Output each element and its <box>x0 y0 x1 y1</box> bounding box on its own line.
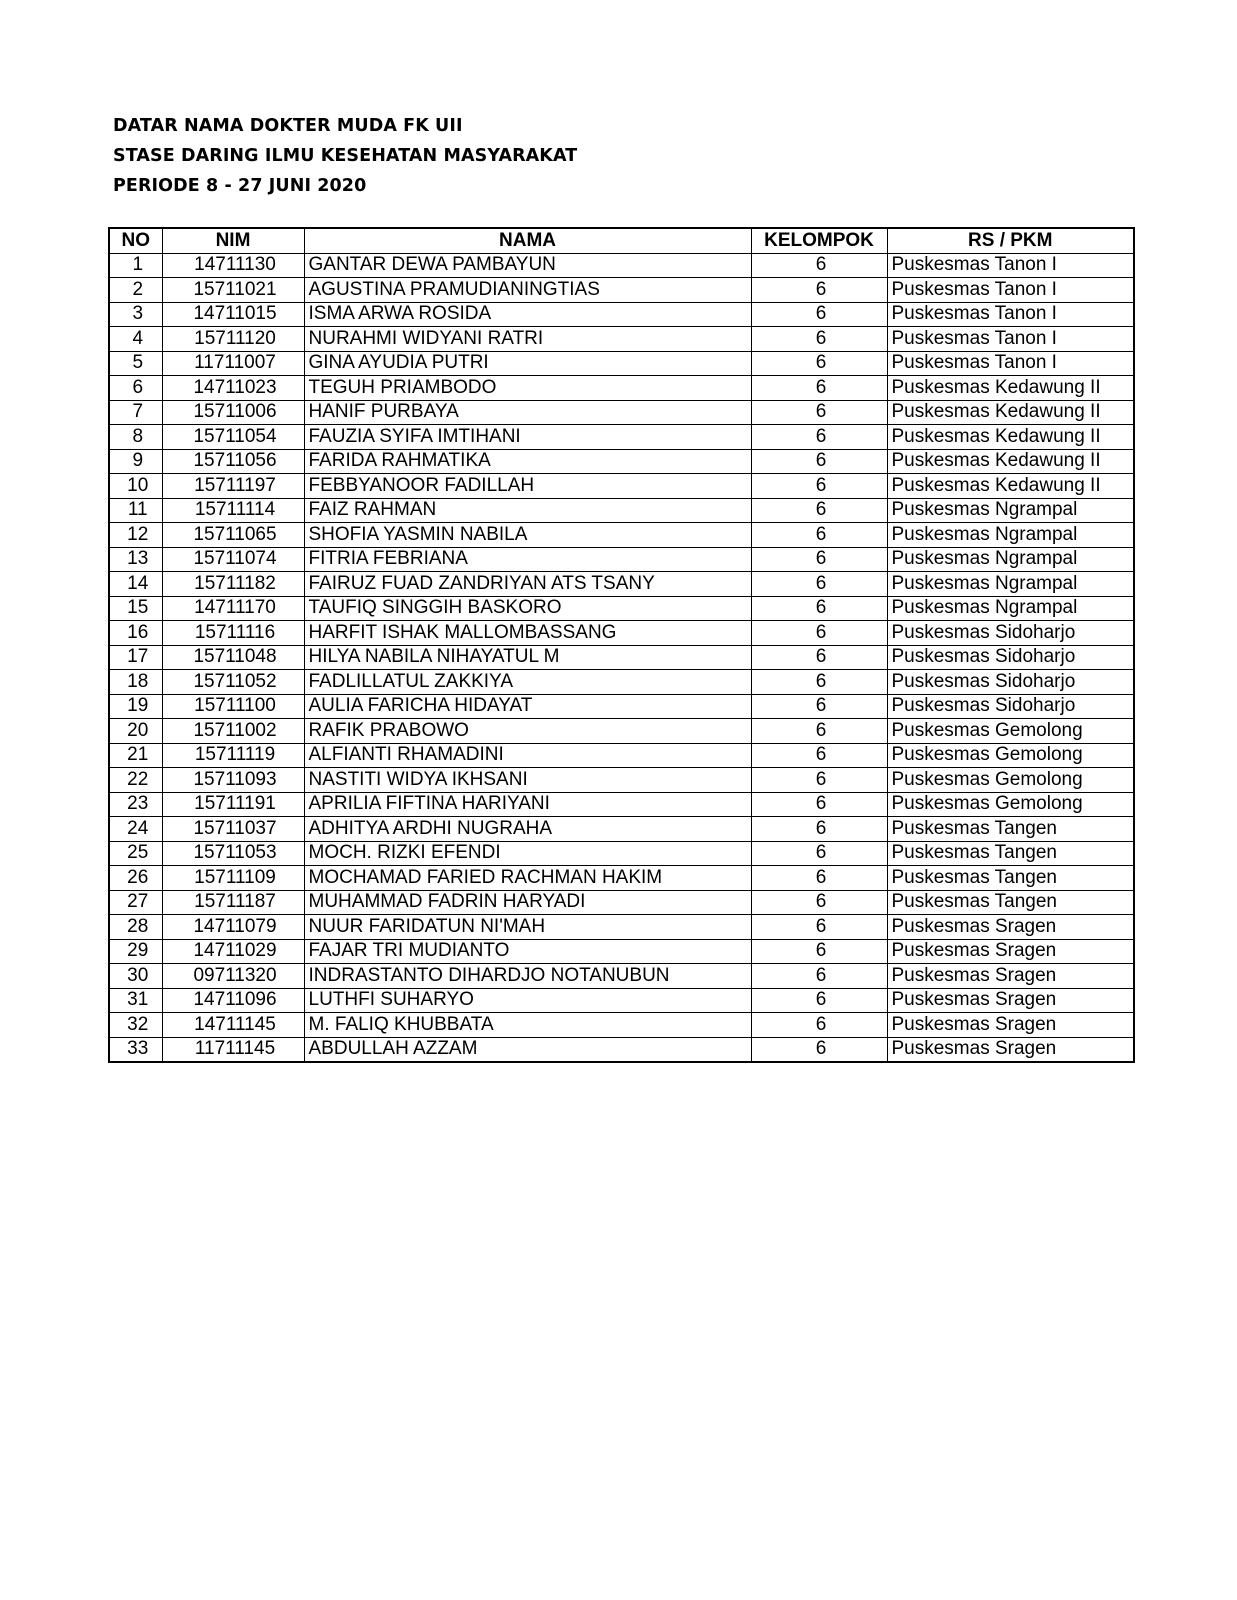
cell-nim: 15711197 <box>162 474 304 499</box>
cell-nim: 15711048 <box>162 645 304 670</box>
cell-no: 27 <box>109 890 162 915</box>
cell-no: 30 <box>109 964 162 989</box>
cell-rs-pkm: Puskesmas Kedawung II <box>887 474 1134 499</box>
table-row <box>109 645 1134 670</box>
cell-no: 20 <box>109 719 162 744</box>
table-row <box>109 1037 1134 1062</box>
cell-nim: 15711109 <box>162 866 304 891</box>
cell-nim: 14711079 <box>162 915 304 940</box>
cell-nama: TEGUH PRIAMBODO <box>304 376 751 401</box>
cell-kelompok: 6 <box>751 915 887 940</box>
cell-no: 29 <box>109 939 162 964</box>
cell-nama: GANTAR DEWA PAMBAYUN <box>304 253 751 278</box>
cell-kelompok: 6 <box>751 302 887 327</box>
cell-nim: 15711093 <box>162 768 304 793</box>
cell-kelompok: 6 <box>751 841 887 866</box>
heading-period: PERIODE 8 - 27 JUNI 2020 <box>113 176 367 196</box>
cell-nim: 14711029 <box>162 939 304 964</box>
table-row <box>109 278 1134 303</box>
table-row <box>109 792 1134 817</box>
cell-nama: AULIA FARICHA HIDAYAT <box>304 694 751 719</box>
cell-nama: ALFIANTI RHAMADINI <box>304 743 751 768</box>
table-row <box>109 694 1134 719</box>
cell-rs-pkm: Puskesmas Sragen <box>887 964 1134 989</box>
cell-no: 9 <box>109 449 162 474</box>
cell-nama: GINA AYUDIA PUTRI <box>304 351 751 376</box>
cell-rs-pkm: Puskesmas Sragen <box>887 939 1134 964</box>
cell-rs-pkm: Puskesmas Gemolong <box>887 768 1134 793</box>
cell-no: 31 <box>109 988 162 1013</box>
document-heading <box>113 111 577 201</box>
cell-kelompok: 6 <box>751 792 887 817</box>
table-row <box>109 572 1134 597</box>
cell-nim: 11711145 <box>162 1037 304 1062</box>
cell-nim: 15711100 <box>162 694 304 719</box>
cell-rs-pkm: Puskesmas Gemolong <box>887 743 1134 768</box>
column-header-nim: NIM <box>162 228 304 253</box>
cell-kelompok: 6 <box>751 449 887 474</box>
cell-nama: FAIZ RAHMAN <box>304 498 751 523</box>
cell-nama: MOCH. RIZKI EFENDI <box>304 841 751 866</box>
cell-nim: 14711130 <box>162 253 304 278</box>
cell-kelompok: 6 <box>751 351 887 376</box>
table-row <box>109 351 1134 376</box>
column-header-no: NO <box>109 228 162 253</box>
cell-kelompok: 6 <box>751 1013 887 1038</box>
cell-kelompok: 6 <box>751 547 887 572</box>
cell-nim: 15711182 <box>162 572 304 597</box>
table-body <box>109 253 1134 1062</box>
cell-kelompok: 6 <box>751 964 887 989</box>
table-row <box>109 743 1134 768</box>
cell-no: 19 <box>109 694 162 719</box>
table-row <box>109 841 1134 866</box>
table-row <box>109 866 1134 891</box>
cell-rs-pkm: Puskesmas Sragen <box>887 915 1134 940</box>
cell-kelompok: 6 <box>751 253 887 278</box>
cell-nama: ISMA ARWA ROSIDA <box>304 302 751 327</box>
table-row <box>109 474 1134 499</box>
cell-no: 12 <box>109 523 162 548</box>
student-roster-table <box>108 227 1135 1063</box>
cell-no: 32 <box>109 1013 162 1038</box>
heading-title: DATAR NAMA DOKTER MUDA FK UII <box>113 116 463 136</box>
cell-nama: M. FALIQ KHUBBATA <box>304 1013 751 1038</box>
cell-nama: ABDULLAH AZZAM <box>304 1037 751 1062</box>
cell-no: 15 <box>109 596 162 621</box>
cell-no: 33 <box>109 1037 162 1062</box>
cell-rs-pkm: Puskesmas Sidoharjo <box>887 645 1134 670</box>
cell-rs-pkm: Puskesmas Tangen <box>887 817 1134 842</box>
cell-no: 1 <box>109 253 162 278</box>
cell-no: 10 <box>109 474 162 499</box>
cell-no: 14 <box>109 572 162 597</box>
table-row <box>109 817 1134 842</box>
cell-rs-pkm: Puskesmas Ngrampal <box>887 498 1134 523</box>
table-row <box>109 498 1134 523</box>
cell-rs-pkm: Puskesmas Tangen <box>887 890 1134 915</box>
cell-kelompok: 6 <box>751 278 887 303</box>
column-header-nama: NAMA <box>304 228 751 253</box>
cell-rs-pkm: Puskesmas Tanon I <box>887 253 1134 278</box>
cell-kelompok: 6 <box>751 939 887 964</box>
table-header-row <box>109 228 1134 253</box>
cell-no: 16 <box>109 621 162 646</box>
cell-rs-pkm: Puskesmas Sragen <box>887 988 1134 1013</box>
cell-nim: 15711074 <box>162 547 304 572</box>
cell-kelompok: 6 <box>751 498 887 523</box>
cell-no: 25 <box>109 841 162 866</box>
table-row <box>109 670 1134 695</box>
cell-nim: 15711065 <box>162 523 304 548</box>
heading-subtitle: STASE DARING ILMU KESEHATAN MASYARAKAT <box>113 146 578 166</box>
cell-rs-pkm: Puskesmas Gemolong <box>887 719 1134 744</box>
cell-nim: 15711021 <box>162 278 304 303</box>
cell-nama: HARFIT ISHAK MALLOMBASSANG <box>304 621 751 646</box>
cell-nim: 15711052 <box>162 670 304 695</box>
cell-nama: INDRASTANTO DIHARDJO NOTANUBUN <box>304 964 751 989</box>
cell-kelompok: 6 <box>751 743 887 768</box>
cell-rs-pkm: Puskesmas Ngrampal <box>887 523 1134 548</box>
cell-kelompok: 6 <box>751 596 887 621</box>
cell-nama: FAIRUZ FUAD ZANDRIYAN ATS TSANY <box>304 572 751 597</box>
cell-kelompok: 6 <box>751 376 887 401</box>
cell-nama: SHOFIA YASMIN NABILA <box>304 523 751 548</box>
cell-nama: FEBBYANOOR FADILLAH <box>304 474 751 499</box>
cell-rs-pkm: Puskesmas Tanon I <box>887 351 1134 376</box>
cell-nim: 14711170 <box>162 596 304 621</box>
table-row <box>109 596 1134 621</box>
cell-nim: 09711320 <box>162 964 304 989</box>
cell-rs-pkm: Puskesmas Sidoharjo <box>887 670 1134 695</box>
table-row <box>109 302 1134 327</box>
column-header-kelompok: KELOMPOK <box>751 228 887 253</box>
cell-nim: 15711116 <box>162 621 304 646</box>
table-row <box>109 253 1134 278</box>
table-row <box>109 449 1134 474</box>
cell-rs-pkm: Puskesmas Ngrampal <box>887 596 1134 621</box>
table-row <box>109 890 1134 915</box>
cell-kelompok: 6 <box>751 768 887 793</box>
cell-rs-pkm: Puskesmas Kedawung II <box>887 449 1134 474</box>
table-row <box>109 964 1134 989</box>
cell-rs-pkm: Puskesmas Tangen <box>887 866 1134 891</box>
cell-no: 17 <box>109 645 162 670</box>
table-row <box>109 376 1134 401</box>
cell-nama: MUHAMMAD FADRIN HARYADI <box>304 890 751 915</box>
table-row <box>109 400 1134 425</box>
cell-rs-pkm: Puskesmas Kedawung II <box>887 400 1134 425</box>
cell-nama: RAFIK PRABOWO <box>304 719 751 744</box>
cell-kelompok: 6 <box>751 694 887 719</box>
cell-nim: 14711015 <box>162 302 304 327</box>
cell-nama: ADHITYA ARDHI NUGRAHA <box>304 817 751 842</box>
cell-kelompok: 6 <box>751 719 887 744</box>
table-row <box>109 547 1134 572</box>
cell-kelompok: 6 <box>751 400 887 425</box>
cell-rs-pkm: Puskesmas Sidoharjo <box>887 621 1134 646</box>
cell-nim: 15711006 <box>162 400 304 425</box>
cell-kelompok: 6 <box>751 817 887 842</box>
cell-no: 28 <box>109 915 162 940</box>
cell-kelompok: 6 <box>751 988 887 1013</box>
cell-nim: 14711096 <box>162 988 304 1013</box>
cell-rs-pkm: Puskesmas Tanon I <box>887 302 1134 327</box>
cell-no: 4 <box>109 327 162 352</box>
cell-no: 24 <box>109 817 162 842</box>
cell-rs-pkm: Puskesmas Tanon I <box>887 327 1134 352</box>
table-row <box>109 425 1134 450</box>
column-header-rs-pkm: RS / PKM <box>887 228 1134 253</box>
cell-nama: LUTHFI SUHARYO <box>304 988 751 1013</box>
cell-nim: 15711002 <box>162 719 304 744</box>
cell-no: 3 <box>109 302 162 327</box>
cell-nama: FITRIA FEBRIANA <box>304 547 751 572</box>
cell-rs-pkm: Puskesmas Kedawung II <box>887 376 1134 401</box>
cell-rs-pkm: Puskesmas Sidoharjo <box>887 694 1134 719</box>
cell-no: 13 <box>109 547 162 572</box>
cell-kelompok: 6 <box>751 1037 887 1062</box>
cell-no: 26 <box>109 866 162 891</box>
table-row <box>109 988 1134 1013</box>
cell-kelompok: 6 <box>751 645 887 670</box>
cell-nama: HANIF PURBAYA <box>304 400 751 425</box>
cell-nama: HILYA NABILA NIHAYATUL M <box>304 645 751 670</box>
cell-kelompok: 6 <box>751 866 887 891</box>
table-row <box>109 523 1134 548</box>
table-row <box>109 939 1134 964</box>
table-row <box>109 327 1134 352</box>
table-row <box>109 915 1134 940</box>
cell-rs-pkm: Puskesmas Tangen <box>887 841 1134 866</box>
cell-no: 2 <box>109 278 162 303</box>
cell-nama: FAJAR TRI MUDIANTO <box>304 939 751 964</box>
cell-nama: NURAHMI WIDYANI RATRI <box>304 327 751 352</box>
cell-no: 18 <box>109 670 162 695</box>
cell-nim: 15711120 <box>162 327 304 352</box>
cell-no: 23 <box>109 792 162 817</box>
table-row <box>109 719 1134 744</box>
cell-nim: 15711114 <box>162 498 304 523</box>
cell-rs-pkm: Puskesmas Sragen <box>887 1037 1134 1062</box>
cell-no: 5 <box>109 351 162 376</box>
cell-kelompok: 6 <box>751 425 887 450</box>
cell-nim: 11711007 <box>162 351 304 376</box>
cell-kelompok: 6 <box>751 327 887 352</box>
cell-no: 21 <box>109 743 162 768</box>
cell-kelompok: 6 <box>751 890 887 915</box>
cell-no: 11 <box>109 498 162 523</box>
cell-nim: 15711191 <box>162 792 304 817</box>
cell-nama: FADLILLATUL ZAKKIYA <box>304 670 751 695</box>
cell-kelompok: 6 <box>751 572 887 597</box>
cell-no: 22 <box>109 768 162 793</box>
cell-nim: 15711053 <box>162 841 304 866</box>
cell-nim: 15711037 <box>162 817 304 842</box>
cell-nama: TAUFIQ SINGGIH BASKORO <box>304 596 751 621</box>
cell-kelompok: 6 <box>751 670 887 695</box>
cell-rs-pkm: Puskesmas Gemolong <box>887 792 1134 817</box>
cell-nama: APRILIA FIFTINA HARIYANI <box>304 792 751 817</box>
cell-nim: 15711056 <box>162 449 304 474</box>
cell-rs-pkm: Puskesmas Ngrampal <box>887 572 1134 597</box>
cell-nama: AGUSTINA PRAMUDIANINGTIAS <box>304 278 751 303</box>
table-row <box>109 768 1134 793</box>
cell-nama: FAUZIA SYIFA IMTIHANI <box>304 425 751 450</box>
table-row <box>109 621 1134 646</box>
cell-rs-pkm: Puskesmas Tanon I <box>887 278 1134 303</box>
cell-nim: 15711119 <box>162 743 304 768</box>
cell-no: 6 <box>109 376 162 401</box>
cell-kelompok: 6 <box>751 474 887 499</box>
cell-nim: 14711023 <box>162 376 304 401</box>
cell-nama: NASTITI WIDYA IKHSANI <box>304 768 751 793</box>
cell-kelompok: 6 <box>751 621 887 646</box>
cell-nim: 15711054 <box>162 425 304 450</box>
cell-kelompok: 6 <box>751 523 887 548</box>
cell-rs-pkm: Puskesmas Ngrampal <box>887 547 1134 572</box>
cell-nim: 15711187 <box>162 890 304 915</box>
cell-no: 7 <box>109 400 162 425</box>
cell-rs-pkm: Puskesmas Sragen <box>887 1013 1134 1038</box>
cell-no: 8 <box>109 425 162 450</box>
table-row <box>109 1013 1134 1038</box>
cell-nama: FARIDA RAHMATIKA <box>304 449 751 474</box>
cell-nama: NUUR FARIDATUN NI'MAH <box>304 915 751 940</box>
cell-nama: MOCHAMAD FARIED RACHMAN HAKIM <box>304 866 751 891</box>
cell-rs-pkm: Puskesmas Kedawung II <box>887 425 1134 450</box>
cell-nim: 14711145 <box>162 1013 304 1038</box>
